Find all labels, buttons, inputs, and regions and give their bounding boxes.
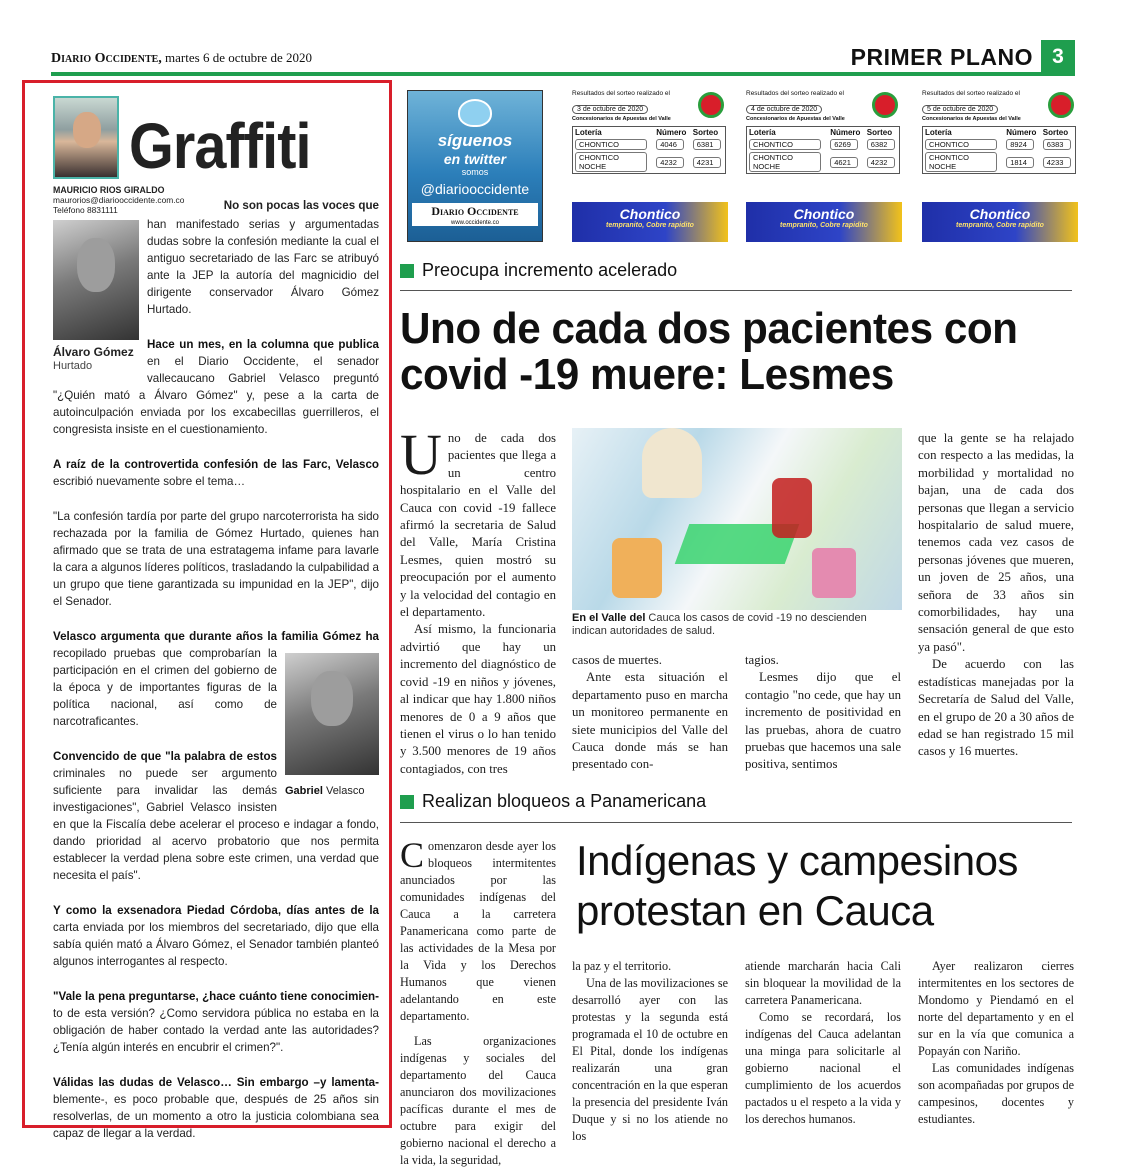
table-row: CHONTICO NOCHE 4621 4232 [747, 151, 900, 174]
caption-alvaro-sub: Hurtado [53, 360, 93, 372]
twitter-bird-icon [458, 99, 492, 127]
twitter-brand: Diario Occidente [412, 203, 538, 220]
lottery-table: Lotería Número Sorteo CHONTICO 8924 6383 CHONTICO NOCHE 1814 4233 [922, 126, 1076, 174]
story2-col3: atiende marcharán hacia Cali sin bloquear la movilidad de la carretera Panamericana. Como se recordará, los indígenas del Cauca adelantan una minga para solicitarle al gobierno nacional el cumplimiento de los acuerdos pactados u el respeto a la vida y los derechos humanos. [745, 959, 901, 1126]
story1-kicker: Preocupa incremento acelerado [400, 260, 677, 281]
graffiti-paragraph-4: "La confesión tardía por parte del grupo narcoterrorista ha sido rechazada por la familia de Gómez Hurtado, quienes han afirmado que se trata de una estratagema infame para lavarle la cara a algunos líderes políticos, trasladando la culpabilidad a un grupo que tiene garantizada su impunidad en la JEP", dijo el Senador. [53, 510, 379, 608]
caption-alvaro-name: Álvaro Gómez [53, 345, 134, 359]
lab-photo [572, 428, 902, 610]
author-phone: Teléfono 8831111 [53, 205, 118, 215]
story1-kicker-rule [400, 290, 1072, 291]
story1-photo-caption: En el Valle del Cauca los casos de covid -19 no descienden indican autoridades de salud. [572, 612, 867, 637]
lottery-results-label: Resultados del sorteo realizado el [572, 90, 670, 97]
lottery-concession: Concesionarios de Apuestas del Valle [746, 116, 845, 122]
author-name: MAURICIO RIOS GIRALDO [53, 185, 165, 195]
section-title: PRIMER PLANO [850, 43, 1033, 70]
graffiti-paragraph-6: Convencido de que "la palabra de estos criminales no puede ser argumento suficiente para invalidar las demás investigaciones", Gabriel Velasco insisten en que la Fiscalía debe acelerar el proceso e indagar a fondo, dando prioridad al acervo probatorio que nos permita establecer la verdad plena sobre este crimen, una verdad que necesita el país". [53, 750, 379, 882]
lottery-table: Lotería Número Sorteo CHONTICO 4046 6381 CHONTICO NOCHE 4232 4231 [572, 126, 726, 174]
table-row: CHONTICO NOCHE 1814 4233 [923, 151, 1076, 174]
table-row: CHONTICO 8924 6383 [923, 138, 1076, 151]
graffiti-paragraph-1: han manifestado serias y argumentadas dudas sobre la confesión mediante la cual el antiguo secretariado de las Farc se atribuyó ante la JEP la autoría del magnicidio del dirigente conservador Álvaro Gómez Hurtado. [147, 218, 379, 316]
lottery-date: 5 de octubre de 2020 [922, 105, 998, 114]
lottery-box-2 [746, 90, 904, 246]
graffiti-header [53, 91, 379, 182]
author-email: maurorios@diariooccidente.com.co [53, 195, 185, 205]
juegos-logo-icon [698, 92, 724, 118]
table-row: CHONTICO 4046 6381 [573, 138, 726, 151]
twitter-url: www.occidente.co [412, 220, 538, 226]
story2-col1: Comenzaron desde ayer los bloqueos intermitentes anunciados por las comunidades indígenas del Cauca a la carretera Panamericana como parte de las actividades de la Mesa por la Vida y los Derechos Humanos que vienen adelantando en este departamento. Las organizaciones indígenas y sociales del departamento del Cauca anunciaron dos movilizaciones pacíficas durante el mes de octubre para exigir del gobierno nacional el derecho a la vida, la seguridad, [400, 835, 556, 1167]
lottery-date: 4 de octubre de 2020 [746, 105, 822, 114]
header-rule [51, 72, 1075, 76]
twitter-line2: en twitter [443, 151, 507, 167]
juegos-logo-icon [872, 92, 898, 118]
lottery-box-3 [922, 90, 1080, 246]
graffiti-column [22, 80, 392, 1140]
kicker-square-icon [400, 264, 414, 278]
graffiti-paragraph-5: Velasco argumenta que durante años la familia Gómez ha Gabriel Velasco recopilado pruebas que comprobarían la participación en el crimen del gobierno de la época y de importantes figuras de la política nacional, así como de narcotraficantes. [53, 630, 379, 797]
juegos-logo-icon [1048, 92, 1074, 118]
alvaro-gomez-figure [53, 220, 139, 373]
story1-col1: Uno de cada dos pacientes que llega a un centro hospitalario en el Valle del Cauca con covid -19 fallece afirmó la secretaria de Salud del Valle, María Cristina Lesmes, quien mostró su preocupación por el aumento y la velocidad del contagio en el departamento. Así mismo, la funcionaria advirtió que hay un incremento del diagnóstico de covid -19 en niños y jóvenes, al indicar que hay 1.800 niños menores de 0 a 9 años que tienen el virus o lo han tenido y 3.500 menores de 19 años contagiados, con tres [400, 422, 556, 776]
story1-col2: casos de muertes. Ante esta situación el departamento puso en marcha un monitoreo permanente en siete municipios del Valle del Cauca donde más se han presentado con- [572, 653, 728, 772]
caption-gabriel-rest: Velasco [322, 785, 365, 797]
graffiti-paragraph-8: "Vale la pena preguntarse, ¿hace cuánto tiene conocimien- to de esta versión? ¿Como servidora pública no estaba en la obligación de haber contado la verdad ante las autoridades? ¿Tenía algún interés en encubrir el crimen?". [53, 990, 379, 1054]
story2-kicker: Realizan bloqueos a Panamericana [400, 791, 706, 812]
author-portrait [53, 96, 119, 179]
lottery-date: 3 de octubre de 2020 [572, 105, 648, 114]
page-number: 3 [1041, 40, 1075, 74]
lottery-concession: Concesionarios de Apuestas del Valle [922, 116, 1021, 122]
issue-date: martes 6 de octubre de 2020 [165, 50, 312, 65]
caption-gabriel-name: Gabriel [285, 785, 323, 797]
kicker-square-icon [400, 795, 414, 809]
story2-col2: la paz y el territorio. Una de las movilizaciones se desarrolló ayer con las protestas y la segunda está programada el 10 de octubre en El Pital, donde los indígenas realizarán una gran concentración en la que esperan la presencia del presidente Iván Duque y si no los atiende no los [572, 959, 728, 1143]
story1-dropcap: U [400, 422, 442, 487]
story1-headline: Uno de cada dos pacientes con covid -19 muere: Lesmes [400, 304, 1018, 399]
story2-dropcap: C [400, 835, 425, 875]
masthead [51, 50, 312, 67]
section-header [851, 40, 1075, 74]
newspaper-brand: Diario Occidente, [51, 51, 162, 66]
lottery-results-label: Resultados del sorteo realizado el [746, 90, 844, 97]
twitter-line3: somos [461, 167, 489, 177]
story2-headline: Indígenas y campesinos protestan en Cauca [576, 837, 1018, 934]
gabriel-velasco-photo [285, 653, 379, 775]
lottery-concession: Concesionarios de Apuestas del Valle [572, 116, 671, 122]
chontico-banner[interactable]: Chontico tempranito, Cobre rapidito [922, 202, 1078, 242]
chontico-banner[interactable]: Chontico tempranito, Cobre rapidito [746, 202, 902, 242]
table-row: CHONTICO 6269 6382 [747, 138, 900, 151]
p1-lead: No son pocas las voces que [223, 199, 379, 212]
graffiti-paragraph-2: Hace un mes, en la columna que publica en el Diario Occidente, el senador vallecaucano Gabriel Velasco preguntó "¿Quién mató a Álvaro Gómez" y, pese a la carta de autoinculpación enviada por los excabecillas guerrilleros, el congresista insiste en el cuestionamiento. [53, 338, 379, 436]
lottery-table: Lotería Número Sorteo CHONTICO 6269 6382 CHONTICO NOCHE 4621 4232 [746, 126, 900, 174]
table-row: CHONTICO NOCHE 4232 4231 [573, 151, 726, 174]
chontico-banner[interactable]: Chontico tempranito, Cobre rapidito [572, 202, 728, 242]
lottery-box-1 [572, 90, 730, 246]
graffiti-paragraph-7: Y como la exsenadora Piedad Córdoba, días antes de la carta enviada por los miembros del secretariado, dijo que ella sabía quién mató a Álvaro Gómez, el Senador también planteó algunos interrogantes al respecto. [53, 904, 379, 968]
graffiti-paragraph-3: A raíz de la controvertida confesión de las Farc, Velasco escribió nuevamente sobre el tema… [53, 458, 379, 488]
alvaro-gomez-photo [53, 220, 139, 340]
story1-col4: que la gente se ha relajado con respecto a las medidas, la morbilidad y mortalidad no bajan, una de cada dos personas que llegan a servicio hospitalario de salud muere, tenemos cada vez casos de personas jóvenes que mueren, un joven de 25 años, una señora de 33 años sin comorbilidades, hay una sensación general de que esto ya pasó". De acuerdo con las estadísticas manejadas por la Secretaría de Salud del Valle, en el grupo de 20 a 30 años de edad se han registrado 15 mil casos y 16 muertes. [918, 431, 1074, 759]
lottery-results-label: Resultados del sorteo realizado el [922, 90, 1020, 97]
graffiti-title: Graffiti [129, 110, 311, 182]
story1-col3: tagios. Lesmes dijo que el contagio "no cede, que hay un incremento de positividad en las pruebas, ahora de cuatro pruebas que hacemos una sale positiva, sentimos [745, 653, 901, 772]
graffiti-paragraph-9: Válidas las dudas de Velasco… Sin embargo –y lamenta- blemente-, es poco probable que, después de 25 años sin resolverlas, de un momento a otro la justicia colombiana sea capaz de llegar a la verdad. [53, 1076, 379, 1140]
twitter-ad[interactable] [407, 90, 543, 242]
story2-col4: Ayer realizaron cierres intermitentes en los sectores de Mondomo y Piendamó en el norte del departamento y en el sur en la vía que comunica a Popayán con Nariño. Las comunidades indígenas son acompañadas por grupos de campesinos, docentes y estudiantes. [918, 959, 1074, 1126]
gabriel-velasco-figure [285, 653, 379, 798]
twitter-handle: @diariooccidente [420, 181, 530, 197]
story2-kicker-rule [400, 822, 1072, 823]
twitter-line1: síguenos [437, 131, 513, 150]
